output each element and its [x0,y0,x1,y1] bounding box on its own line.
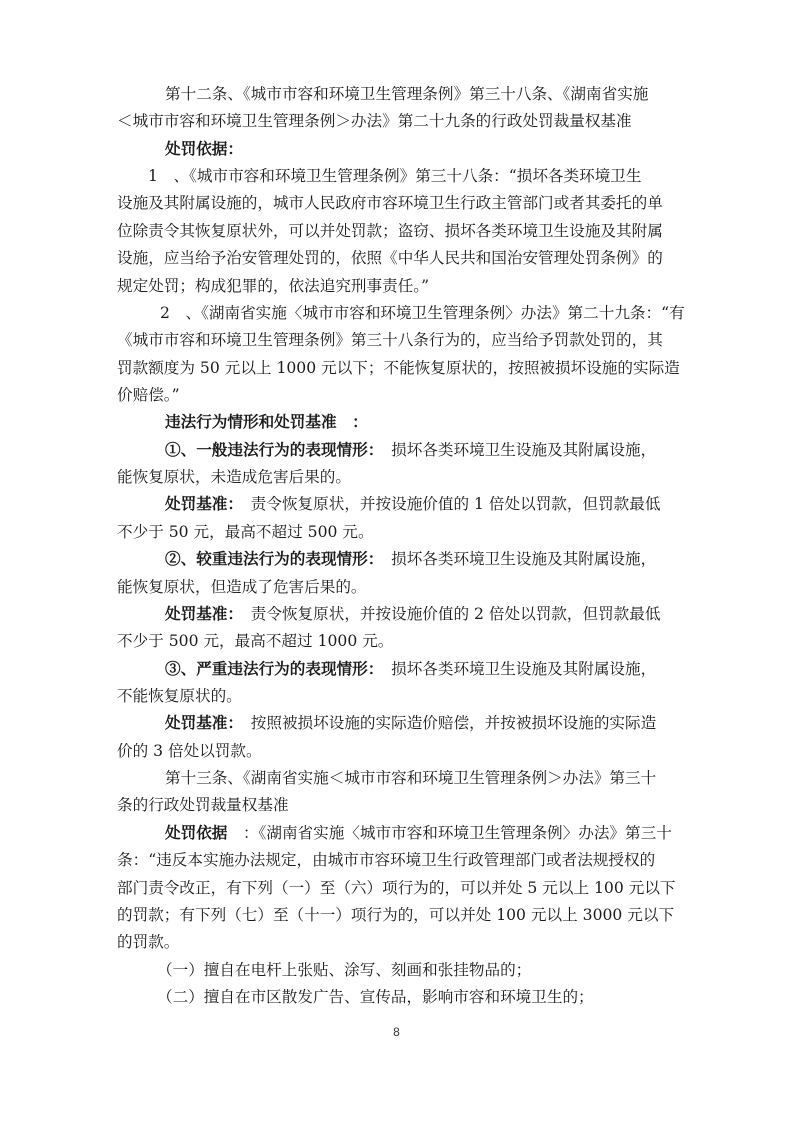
text-line [117,572,793,602]
text-line [165,763,793,793]
text-line [117,790,793,820]
bold-text: 处罚依据： [165,138,243,158]
bold-text: 处罚依据 [165,822,228,842]
text-segment: 部门责令改正，有下列（一）至（六）项行为的，可以并处 5 元以上 100 元以下 [117,878,676,897]
text-segment: 条的行政处罚裁量权基准 [117,796,289,815]
text-line [117,873,793,903]
text-segment: （一）擅自在电杆上张贴、涂写、刻画和张挂物品的； [157,960,532,979]
text-segment: 的罚款；有下列（七）至（十一）项行为的，可以并处 100 元以上 3000 元以下 [117,905,675,924]
text-line [117,271,793,301]
text-segment: 第十二条、《城市市容和环境卫生管理条例》第三十八条、《湖南省实施 [165,85,649,103]
bold-text: 处罚基准： [165,713,236,733]
text-segment: ：《湖南省实施〈城市市容和环境卫生管理条例〉办法》第三十 [227,823,672,842]
text-line [165,544,793,574]
text-line [165,818,793,848]
text-segment: 不少于 500 元，最高不超过 1000 元。 [117,632,394,651]
text-segment: 责令恢复原状，并按设施价值的 1 倍处以罚款，但罚款最低 [235,495,661,514]
text-line [117,243,793,273]
text-line [165,435,793,465]
text-line [165,407,793,437]
text-line [117,216,793,246]
text-line [117,353,793,383]
text-line [117,517,793,547]
bold-text: 处罚基准： [165,494,236,514]
text-line [117,681,793,711]
text-segment: 不少于 50 元，最高不超过 500 元。 [117,522,374,541]
text-line [117,927,793,957]
text-line [148,161,793,191]
text-line [160,298,793,328]
bold-text: ③、严重违法行为的表现情形： [165,658,376,678]
text-segment: 1 、《城市市容和环境卫生管理条例》第三十八条：“损坏各类环境卫生 [148,167,642,186]
text-segment: 能恢复原状，未造成危害后果的。 [117,468,351,487]
text-line [117,736,793,766]
text-line [117,900,793,930]
text-segment: 损坏各类环境卫生设施及其附属设施， [375,440,657,459]
bold-text: ①、一般违法行为的表现情形： [165,439,376,459]
text-segment: 损坏各类环境卫生设施及其附属设施， [375,550,657,569]
text-segment: 条：“违反本实施办法规定，由城市市容环境卫生行政管理部门或者法规授权的 [117,851,656,870]
text-segment: （二）擅自在市区散发广告、宣传品，影响市容和环境卫生的； [157,988,594,1006]
text-line [165,79,793,109]
text-segment: 罚款额度为 50 元以上 1000 元以下；不能恢复原状的，按照被损坏设施的实际造 [117,358,680,377]
text-segment: 价的 3 倍处以罚款。 [117,741,262,760]
text-segment: 按照被损坏设施的实际造价赔偿，并按被损坏设施的实际造 [235,714,657,733]
text-segment: 能恢复原状，但造成了危害后果的。 [117,577,367,596]
text-segment: 设施，应当给予治安管理处罚的，依照《中华人民共和国治安管理处罚条例》的 [117,249,663,268]
text-line [165,654,793,684]
text-segment: 不能恢复原状的。 [117,687,242,705]
text-line [117,380,793,410]
text-segment: 规定处罚；构成犯罪的，依法追究刑事责任。” [117,276,430,295]
text-segment: 位除责令其恢复原状外，可以并处罚款；盗窃、损坏各类环境卫生设施及其附属 [117,221,663,240]
text-segment: 设施及其附属设施的，城市人民政府市容环境卫生行政主管部门或者其委托的单 [117,194,663,213]
text-line [117,845,793,875]
text-line [117,626,793,656]
text-line [165,134,793,164]
text-segment: 第十三条、《湖南省实施＜城市市容和环境卫生管理条例＞办法》第三十 [165,769,657,788]
text-segment: 的罚款。 [117,933,180,952]
text-line [165,599,793,629]
text-segment: ＜城市市容和环境卫生管理条例＞办法》第二十九条的行政处罚裁量权基准 [117,112,632,131]
text-line [165,489,793,519]
text-segment: 责令恢复原状，并按设施价值的 2 倍处以罚款，但罚款最低 [235,604,661,623]
text-segment: 2 、《湖南省实施〈城市市容和环境卫生管理条例〉办法》第二十九条：“有 [160,303,685,322]
text-line [157,955,793,985]
text-line [117,106,793,136]
text-line [157,982,793,1012]
page-number: 8 [393,1025,400,1039]
text-segment: 《城市市容和环境卫生管理条例》第三十八条行为的，应当给予罚款处罚的，其 [117,331,663,350]
text-line [165,708,793,738]
text-line [117,188,793,218]
bold-text: ②、较重违法行为的表现情形： [165,549,376,569]
bold-text: 处罚基准： [165,603,236,623]
text-line [117,462,793,492]
text-segment: 价赔偿。” [117,386,180,404]
text-line [117,325,793,355]
bold-text: 违法行为情形和处罚基准 ： [165,412,368,432]
text-segment: 损坏各类环境卫生设施及其附属设施， [375,659,657,678]
